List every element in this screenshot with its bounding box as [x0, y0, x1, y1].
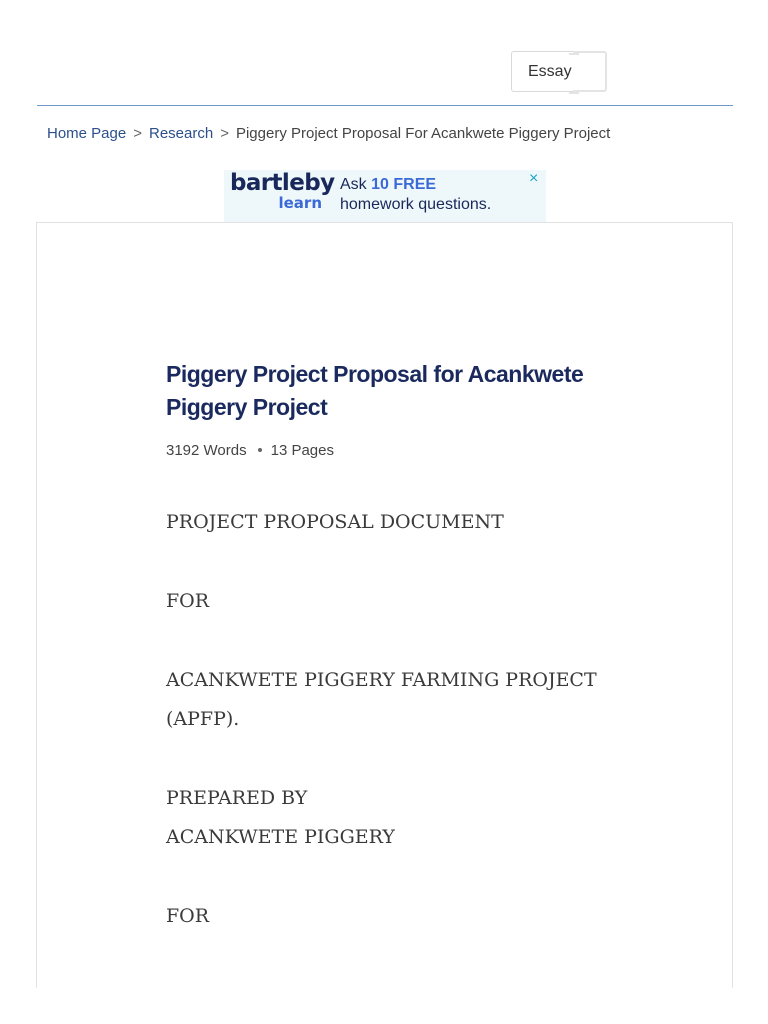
word-count: 3192 Words: [166, 442, 247, 459]
ad-message-highlight: 10 FREE: [371, 176, 437, 193]
ad-message-line2: homework questions.: [340, 196, 492, 213]
search-input[interactable]: [511, 51, 573, 92]
page-count: 13 Pages: [270, 442, 334, 459]
document-paragraph: FOR: [166, 905, 210, 927]
breadcrumb-research-link[interactable]: Research: [148, 125, 214, 142]
bartleby-logo-subtext: learn: [278, 194, 322, 212]
search-button[interactable]: [573, 51, 607, 92]
document-paragraph: ACANKWETE PIGGERY: [166, 826, 395, 848]
ad-message: [340, 175, 491, 215]
document-paragraph: FOR: [166, 590, 210, 612]
document-meta: [166, 442, 334, 459]
breadcrumb-separator: >: [133, 125, 142, 142]
meta-separator-dot: [258, 448, 262, 452]
header-divider: [37, 105, 733, 106]
document-paragraph: PREPARED BY: [166, 787, 308, 809]
close-icon[interactable]: ×: [529, 170, 539, 187]
bartleby-logo-text: bartleby: [230, 170, 335, 196]
bartleby-ad-banner[interactable]: [224, 170, 546, 222]
document-body: [166, 503, 606, 976]
breadcrumb-home-link[interactable]: Home Page: [47, 125, 127, 142]
site-header: [0, 0, 768, 106]
document-paragraph: PROJECT PROPOSAL DOCUMENT: [166, 511, 504, 533]
ad-message-prefix: Ask: [340, 176, 372, 193]
document-title: Piggery Project Proposal for Acankwete Piggery Project: [166, 361, 584, 420]
search-icon: [569, 53, 579, 94]
breadcrumb-current: Piggery Project Proposal For Acankwete Piggery Project: [235, 125, 611, 142]
document-paragraph: ACANKWETE PIGGERY FARMING PROJECT (APFP).: [166, 669, 597, 730]
breadcrumb: [47, 125, 610, 142]
bartleby-logo: [230, 170, 335, 212]
search-bar: [511, 51, 607, 92]
breadcrumb-separator: >: [220, 125, 229, 142]
